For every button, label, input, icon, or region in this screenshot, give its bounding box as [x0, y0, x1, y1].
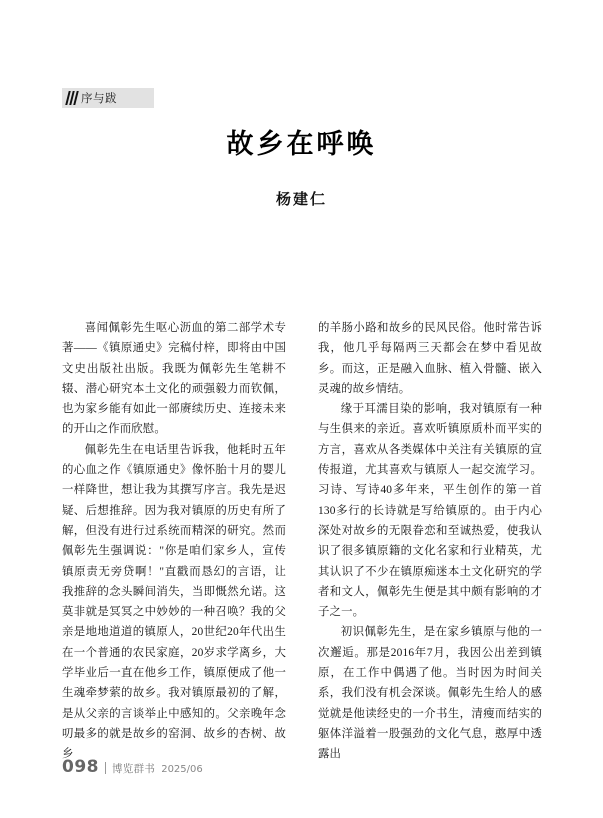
article-author: 杨建仁: [275, 190, 327, 208]
body-column-right: [318, 318, 542, 761]
footer-divider: [105, 762, 106, 774]
paragraph: 佩彰先生在电话里告诉我，他耗时五年的心血之作《镇原通史》像怀胎十月的婴儿一样降世，想让我为其撰写序言。我先是迟疑、后想推辞。因为我对镇原的历史有所了解，但没有进行过系统而精深的研究。然而佩彰先生强调说："你是咱们家乡人，宣传镇原责无旁贷啊！"直戳而恳幻的言语，让我推辞的念头瞬间消失，当即慨然允诺。这莫非就是冥冥之中妙妙的一种召唤？我的父亲是地地道道的镇原人，20世纪20年代出生在一个普通的农民家庭，20岁求学离乡，大学毕业后一直在他乡工作，镇原便成了他一生魂牵梦萦的故乡。我对镇原最初的了解，是从父亲的言谈举止中感知的。父亲晚年念叨最多的就是故乡的窑洞、故乡的杏树、故乡: [62, 443, 286, 761]
body-column-left: [62, 318, 286, 761]
paragraph: 喜闻佩彰先生呕心沥血的第二部学术专著——《镇原通史》完稿付梓，即将由中国文史出版社出版。我既为佩彰先生笔耕不辍、潜心研究本土文化的顽强毅力而钦佩，也为家乡能有如此一部赓续历史、连接未来的开山之作而欣慰。: [62, 322, 286, 436]
issue-date: 2025/06: [161, 764, 203, 775]
section-tag-label: 序与跋: [81, 93, 117, 105]
article-body: [62, 318, 542, 761]
page-number: 098: [62, 757, 99, 777]
section-tag: [62, 88, 154, 108]
section-tag-bars-icon: [66, 91, 78, 105]
magazine-name: 博览群书: [112, 763, 156, 775]
page-footer: [62, 759, 203, 776]
paragraph: 初识佩彰先生，是在家乡镇原与他的一次邂逅。那是2016年7月，我因公出差到镇原，在工作中偶遇了他。当时因为时间关系，我们没有机会深谈。佩彰先生给人的感觉就是他读经史的一介书生，清瘦而结实的躯体洋溢着一股强劲的文化气息，憨厚中透露出: [318, 626, 542, 761]
paragraph: 缘于耳濡目染的影响，我对镇原有一种与生俱来的亲近。喜欢听镇原质朴而平实的方言，喜欢从各类媒体中关注有关镇原的宣传报道，尤其喜欢与镇原人一起交流学习。习诗、写诗40多年来，平生创作的第一首130多行的长诗就是写给镇原的。由于内心深处对故乡的无限眷恋和至诚热爱，使我认识了很多镇原籍的文化名家和行业精英，尤其认识了不少在镇原痴迷本土文化研究的学者和文人，佩彰先生便是其中颇有影响的才子之一。: [318, 403, 542, 619]
page-title: 故乡在呼唤: [226, 129, 377, 160]
paragraph: 的羊肠小路和故乡的民风民俗。他时常告诉我，他几乎每隔两三天都会在梦中看见故乡。而这，正是融入血脉、植入骨髓、嵌入灵魂的故乡情结。: [318, 322, 542, 395]
